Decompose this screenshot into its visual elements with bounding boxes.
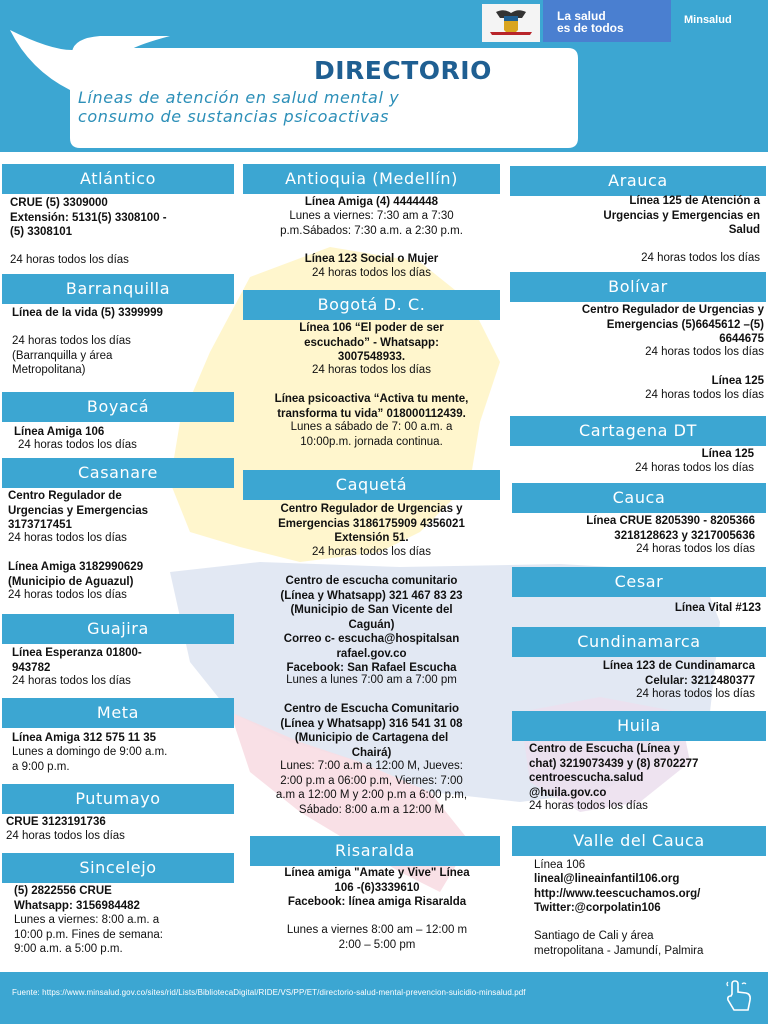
huila-schedule: 24 horas todos los días [529,800,648,812]
section-sincelejo-header: Sincelejo [2,853,234,883]
bolivar-schedule: 24 horas todos los días [645,346,764,358]
guajira-contact: Línea Esperanza 01800- 943782 [12,647,142,674]
cundinamarca-contact: Línea 123 de Cundinamarca Celular: 3212480377 [602,660,755,687]
subtitle-line: Líneas de atención en salud mental y [78,88,400,107]
bolivar-contact: Centro Regulador de Urgencias y Emergencias (5)6645612 –(5) 6644675 [581,304,764,345]
caqueta-schedule-2: Lunes a lunes 7:00 am a 7:00 pm [286,674,457,686]
guajira-schedule: 24 horas todos los días [12,675,131,687]
ministry-logo [672,0,768,42]
section-antioquia-header: Antioquia (Medellín) [243,164,500,194]
casanare-schedule: 24 horas todos los días [8,532,127,544]
risaralda-contact: Línea amiga "Amate y Vive" Línea 106 -(6)3339610 Facebook: línea amiga Risaralda [284,867,470,908]
barranquilla-contact: Línea de la vida (5) 3399999 [12,307,163,319]
section-bogota-header: Bogotá D. C. [243,290,500,320]
caqueta-contact: Centro Regulador de Urgencias y Emergencias 3186175909 4356021 Extensión 51. [278,503,465,544]
cauca-contact: Línea CRUE 8205390 - 8205366 3218128623 y 3217005636 [586,515,755,542]
pointing-hand-icon [724,980,754,1012]
section-caqueta-header: Caquetá [243,470,500,500]
valle-links: lineal@lineainfantil106.org http://www.teescuchamos.org/ Twitter:@corpolatin106 [534,873,701,914]
section-cartagena-header: Cartagena DT [510,416,766,446]
antioquia-contact: Línea Amiga (4) 4444448 [304,196,439,208]
bolivar-schedule-2: 24 horas todos los días [645,389,764,401]
sincelejo-contact: (5) 2822556 CRUE Whatsapp: 3156984482 [14,885,140,912]
bogota-contact: Línea 106 “El poder de ser escuchado” - Whatsapp: 3007548933. [299,322,444,363]
source-link[interactable]: Fuente: https://www.minsalud.gov.co/sites/rid/Lists/BibliotecaDigital/RIDE/VS/PP/ET/directorio-salud-mental-prevencion-suicidio-minsalud.pdf [12,988,526,997]
section-huila-header: Huila [512,711,766,741]
putumayo-schedule: 24 horas todos los días [6,830,125,842]
casanare-contact-2: Línea Amiga 3182990629 (Municipio de Aguazul) [8,561,144,588]
slogan-line: es de todos [557,21,624,35]
huila-contact: Centro de Escucha (Línea y chat) 3219073439 y (8) 8702277 centroescucha.salud @huila.gov.co [529,743,699,799]
meta-schedule: Lunes a domingo de 9:00 a.m. a 9:00 p.m. [12,746,168,773]
sincelejo-schedule: Lunes a viernes: 8:00 a.m. a 10:00 p.m. Fines de semana: 9:00 a.m. a 5:00 p.m. [14,914,163,955]
caqueta-schedule-3: Lunes: 7:00 a.m a 12:00 M, Jueves: 2:00 p.m a 06:00 p.m, Viernes: 7:00 a.m a 12:00 M y 2:00 p.m a 6:00 p.m, Sábado: 8:00 a.m a 12:00 M [275,760,468,816]
arauca-contact: Línea 125 de Atención a Urgencias y Emergencias en Salud [603,195,760,236]
cartagena-contact: Línea 125 [701,448,754,460]
coat-of-arms-logo [482,4,540,42]
section-atlantico-header: Atlántico [2,164,234,194]
page-title: DIRECTORIO [314,56,492,85]
section-valle-header: Valle del Cauca [512,826,766,856]
section-cauca-header: Cauca [512,483,766,513]
antioquia-contact-2: Línea 123 Social o Mujer [304,253,439,265]
arauca-schedule: 24 horas todos los días [641,252,760,264]
coat-of-arms-icon [482,4,540,42]
subtitle-line: consumo de sustancias psicoactivas [78,107,390,126]
section-casanare-header: Casanare [2,458,234,488]
barranquilla-schedule: 24 horas todos los días (Barranquilla y área Metropolitana) [12,335,131,376]
bolivar-contact-2: Línea 125 [711,375,764,387]
atlantico-contact: CRUE (5) 3309000 Extensión: 5131(5) 3308100 - (5) 3308101 [10,197,167,238]
boyaca-schedule: 24 horas todos los días [18,439,137,451]
casanare-schedule-2: 24 horas todos los días [8,589,127,601]
antioquia-schedule: Lunes a viernes: 7:30 am a 7:30 p.m.Sábados: 7:30 a.m. a 2:30 p.m. [280,210,463,237]
section-guajira-header: Guajira [2,614,234,644]
boyaca-contact: Línea Amiga 106 [14,426,105,438]
risaralda-schedule: Lunes a viernes 8:00 am – 12:00 m 2:00 – 5:00 pm [286,924,468,951]
section-boyaca-header: Boyacá [2,392,234,422]
valle-coverage: Santiago de Cali y área metropolitana - Jamundí, Palmira [534,930,704,957]
cundinamarca-schedule: 24 horas todos los días [636,688,755,700]
section-barranquilla-header: Barranquilla [2,274,234,304]
section-arauca-header: Arauca [510,166,766,196]
page-footer [0,972,768,1024]
bogota-contact-2: Línea psicoactiva “Activa tu mente, transforma tu vida” 018000112439. [274,393,469,420]
valle-contact: Línea 106 [534,859,586,871]
atlantico-schedule: 24 horas todos los días [10,254,129,266]
slogan-banner [543,0,671,42]
ministry-name: Minsalud [684,14,732,26]
antioquia-schedule-2: 24 horas todos los días [312,267,431,279]
section-putumayo-header: Putumayo [2,784,234,814]
caqueta-contact-3: Centro de Escucha Comunitario (Línea y Whatsapp) 316 541 31 08 (Municipio de Cartagena del Chairá) [280,703,463,759]
slogan-line: La salud [557,9,606,23]
section-meta-header: Meta [2,698,234,728]
cauca-schedule: 24 horas todos los días [636,543,755,555]
casanare-contact: Centro Regulador de Urgencias y Emergencias 3173717451 [8,490,148,531]
caqueta-contact-2: Centro de escucha comunitario (Línea y Whatsapp) 321 467 83 23 (Municipio de San Vicente del Caguán) Correo c- escucha@hospitalsan rafael.gov.co Facebook: San Rafael Escucha [280,575,463,674]
bogota-schedule: 24 horas todos los días [312,364,431,376]
section-bolivar-header: Bolívar [510,272,766,302]
meta-contact: Línea Amiga 312 575 11 35 [12,732,157,744]
section-cundinamarca-header: Cundinamarca [512,627,766,657]
cesar-contact: Línea Vital #123 [674,602,761,614]
cartagena-schedule: 24 horas todos los días [635,462,754,474]
bogota-schedule-2: Lunes a sábado de 7: 00 a.m. a 10:00p.m. jornada continua. [290,421,453,448]
putumayo-contact: CRUE 3123191736 [6,816,106,828]
caqueta-schedule: 24 horas todos los días [312,546,431,558]
section-cesar-header: Cesar [512,567,766,597]
section-risaralda-header: Risaralda [250,836,500,866]
page-subtitle [78,88,558,126]
